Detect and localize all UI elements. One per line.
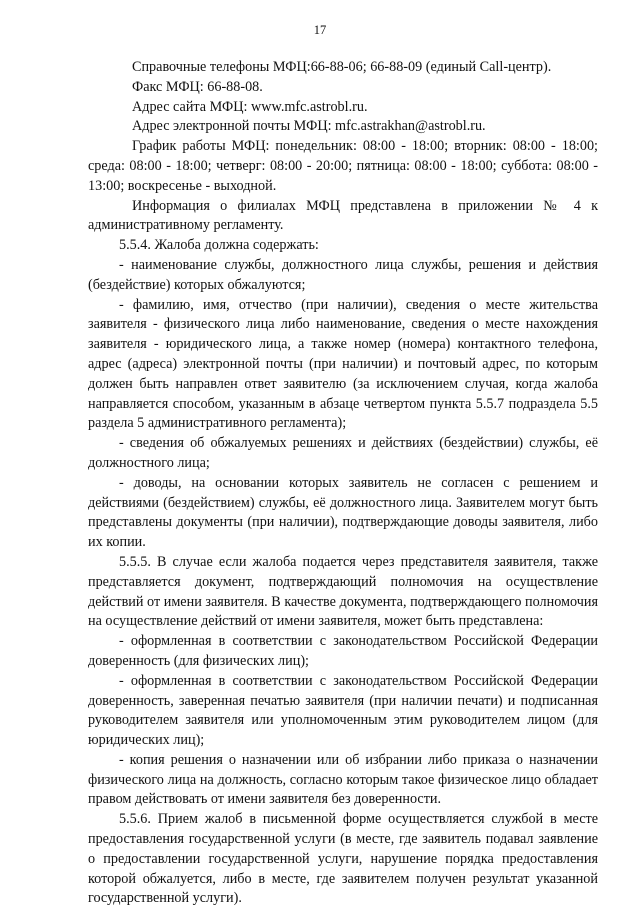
paragraph-email: Адрес электронной почты МФЦ: mfc.astrakhan@astrobl.ru. <box>132 118 486 135</box>
paragraph-5-5-4: 5.5.4. Жалоба должна содержать: <box>119 237 319 254</box>
paragraph-5-5-5: 5.5.5. В случае если жалоба подается через представителя заявителя, также представляется документ, подтверждающий полномочия на осуществление действий от имени заявителя. В качестве документа, подтверждающего полномочия на осуществление действий от имени заявителя, может быть представлена: <box>88 553 598 630</box>
paragraph-5-5-6: 5.5.6. Прием жалоб в письменной форме осуществляется службой в месте предоставления государственной услуги (в месте, где заявитель подавал заявление о предоставлении государственной услуги, нарушение порядка предоставления которой обжалуется, либо в месте, где заявителем получен результат указанной государственной услуги). <box>88 811 598 907</box>
list-item-3: - сведения об обжалуемых решениях и действиях (бездействии) службы, её должностного лица; <box>88 435 598 471</box>
paragraph-branches: Информация о филиалах МФЦ представлена в приложении № 4 к административному регламенту. <box>88 197 598 234</box>
list-item-2: - фамилию, имя, отчество (при наличии), сведения о месте жительства заявителя - физического лица либо наименование, сведения о месте нахождения заявителя - юридического лица, а также номер (номера) контактного телефона, адрес (адреса) электронной почты (при наличии) и почтовый адрес, по которым должен быть направлен ответ заявителю (за исключением случая, когда жалоба направляется способом, указанным в абзаце четвертом пункта 5.5.7 подраздела 5.5 раздела 5 административного регламента); <box>88 296 598 432</box>
list-item-6: - оформленная в соответствии с законодательством Российской Федерации доверенность, заверенная печатью заявителя (при наличии печати) и подписанная руководителем заявителя или уполномоченным этим руководителем лицом (для юридических лиц); <box>88 672 598 749</box>
paragraph-phones: Справочные телефоны МФЦ:66-88-06; 66-88-09 (единый Call-центр). <box>132 59 552 75</box>
list-item-1: - наименование службы, должностного лица службы, решения и действия (бездействие) которых обжалуются; <box>88 256 598 293</box>
list-item-7: - копия решения о назначении или об избрании либо приказа о назначении физического лица на должность, согласно которым такое физическое лицо обладает правом действовать от имени заявителя без доверенности. <box>88 751 598 808</box>
document-body <box>88 58 598 909</box>
paragraph-schedule: График работы МФЦ: понедельник: 08:00 - 18:00; вторник: 08:00 - 18:00; среда: 08:00 - 18:00; четверг: 08:00 - 20:00; пятница: 08:00 - 18:00; суббота: 08:00 - 13:00; воскресенье - выходной. <box>88 138 598 194</box>
list-item-4: - доводы, на основании которых заявитель не согласен с решением и действиями (бездействием) службы, её должностного лица. Заявителем могут быть представлены документы (при наличии), подтверждающие доводы заявителя, либо их копии. <box>88 474 598 551</box>
page-number: 17 <box>313 23 327 37</box>
list-item-5: - оформленная в соответствии с законодательством Российской Федерации доверенность (для физических лиц); <box>88 633 598 669</box>
paragraph-fax: Факс МФЦ: 66-88-08. <box>132 78 263 95</box>
paragraph-site: Адрес сайта МФЦ: www.mfc.astrobl.ru. <box>132 98 368 115</box>
